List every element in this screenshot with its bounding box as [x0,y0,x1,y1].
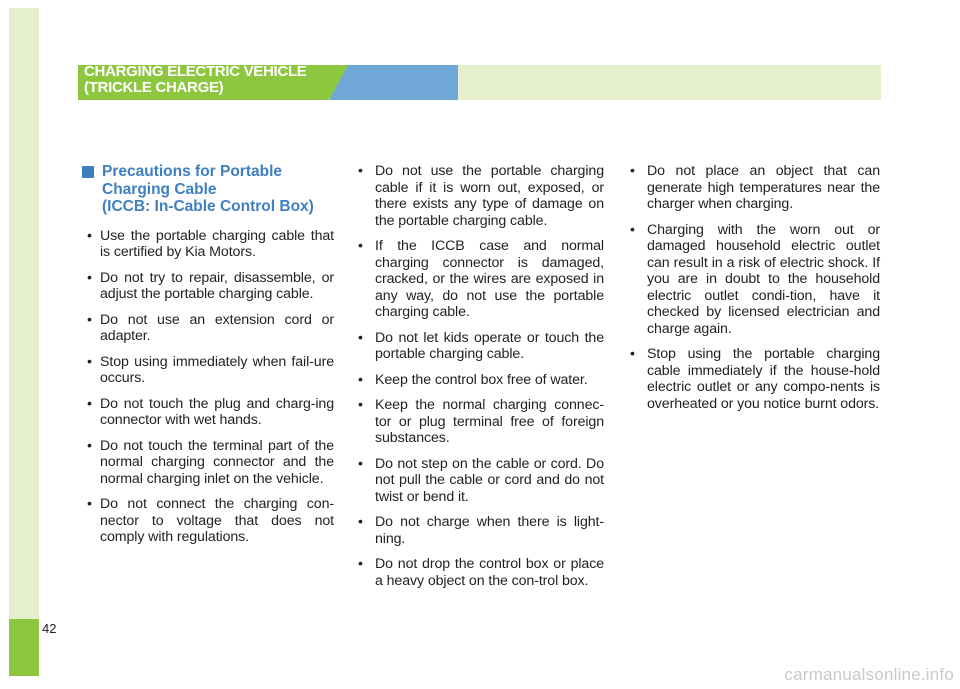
list-item: • Do not let kids operate or touch the portable charging cable. [356,330,604,363]
bullet-list-middle [356,163,604,589]
bullet-list-left [76,228,334,546]
list-item: • Do not place an object that can generate high temperatures near the charger when charging. [628,163,880,213]
section-heading-line-3: (ICCB: In-Cable Control Box) [102,198,314,215]
list-item: • Do not touch the plug and charg-ing connector with wet hands. [76,396,334,429]
list-item: • Stop using the portable charging cable immediately if the house-hold electric outlet or any compo-nents is overheated or you notice burnt odors. [628,346,880,412]
chapter-title-line-2: (TRICKLE CHARGE) [84,79,224,96]
list-item: • Do not touch the terminal part of the normal charging connector and the normal charging inlet on the vehicle. [76,438,334,488]
chapter-title [84,64,344,96]
bullet-list-right [628,163,880,412]
column-right [628,163,880,421]
section-heading-line-2: Charging Cable [102,180,217,198]
watermark: carmanualsonline.info [784,665,954,684]
header-bar-light [458,65,881,100]
list-item: • Use the portable charging cable that is certified by Kia Motors. [76,228,334,261]
header-bar-blue [330,65,458,100]
heading-square-icon [82,166,94,178]
page-number: 42 [42,621,57,636]
section-heading [76,163,334,216]
list-item: • Do not use an extension cord or adapter. [76,312,334,345]
list-item: • Do not connect the charging con-nector to voltage that does not comply with regulations. [76,496,334,546]
page-tab [9,619,39,676]
list-item: • Charging with the worn out or damaged household electric outlet can result in a risk of electric shock. If you are in doubt to the household electric outlet condi-tion, have it checked by licensed electrician and charge again. [628,222,880,338]
list-item: • Stop using immediately when fail-ure occurs. [76,354,334,387]
list-item: • Keep the normal charging connec-tor or plug terminal free of foreign substances. [356,397,604,447]
list-item: • Do not use the portable charging cable if it is worn out, exposed, or there exists any type of damage on the portable charging cable. [356,163,604,229]
list-item: • Keep the control box free of water. [356,372,604,389]
section-heading-line-1: Precautions for Portable [102,163,283,180]
column-left [76,163,334,555]
list-item: • Do not drop the control box or place a heavy object on the con-trol box. [356,556,604,589]
chapter-title-line-1: CHARGING ELECTRIC VEHICLE [84,63,307,80]
list-item: • Do not step on the cable or cord. Do not pull the cable or cord and do not twist or bend it. [356,456,604,506]
list-item: • Do not charge when there is light-ning. [356,514,604,547]
list-item: • Do not try to repair, disassemble, or adjust the portable charging cable. [76,270,334,303]
list-item: • If the ICCB case and normal charging connector is damaged, cracked, or the wires are exposed in any way, do not use the portable charging cable. [356,238,604,321]
left-margin-band [9,8,39,619]
column-middle [356,163,604,598]
